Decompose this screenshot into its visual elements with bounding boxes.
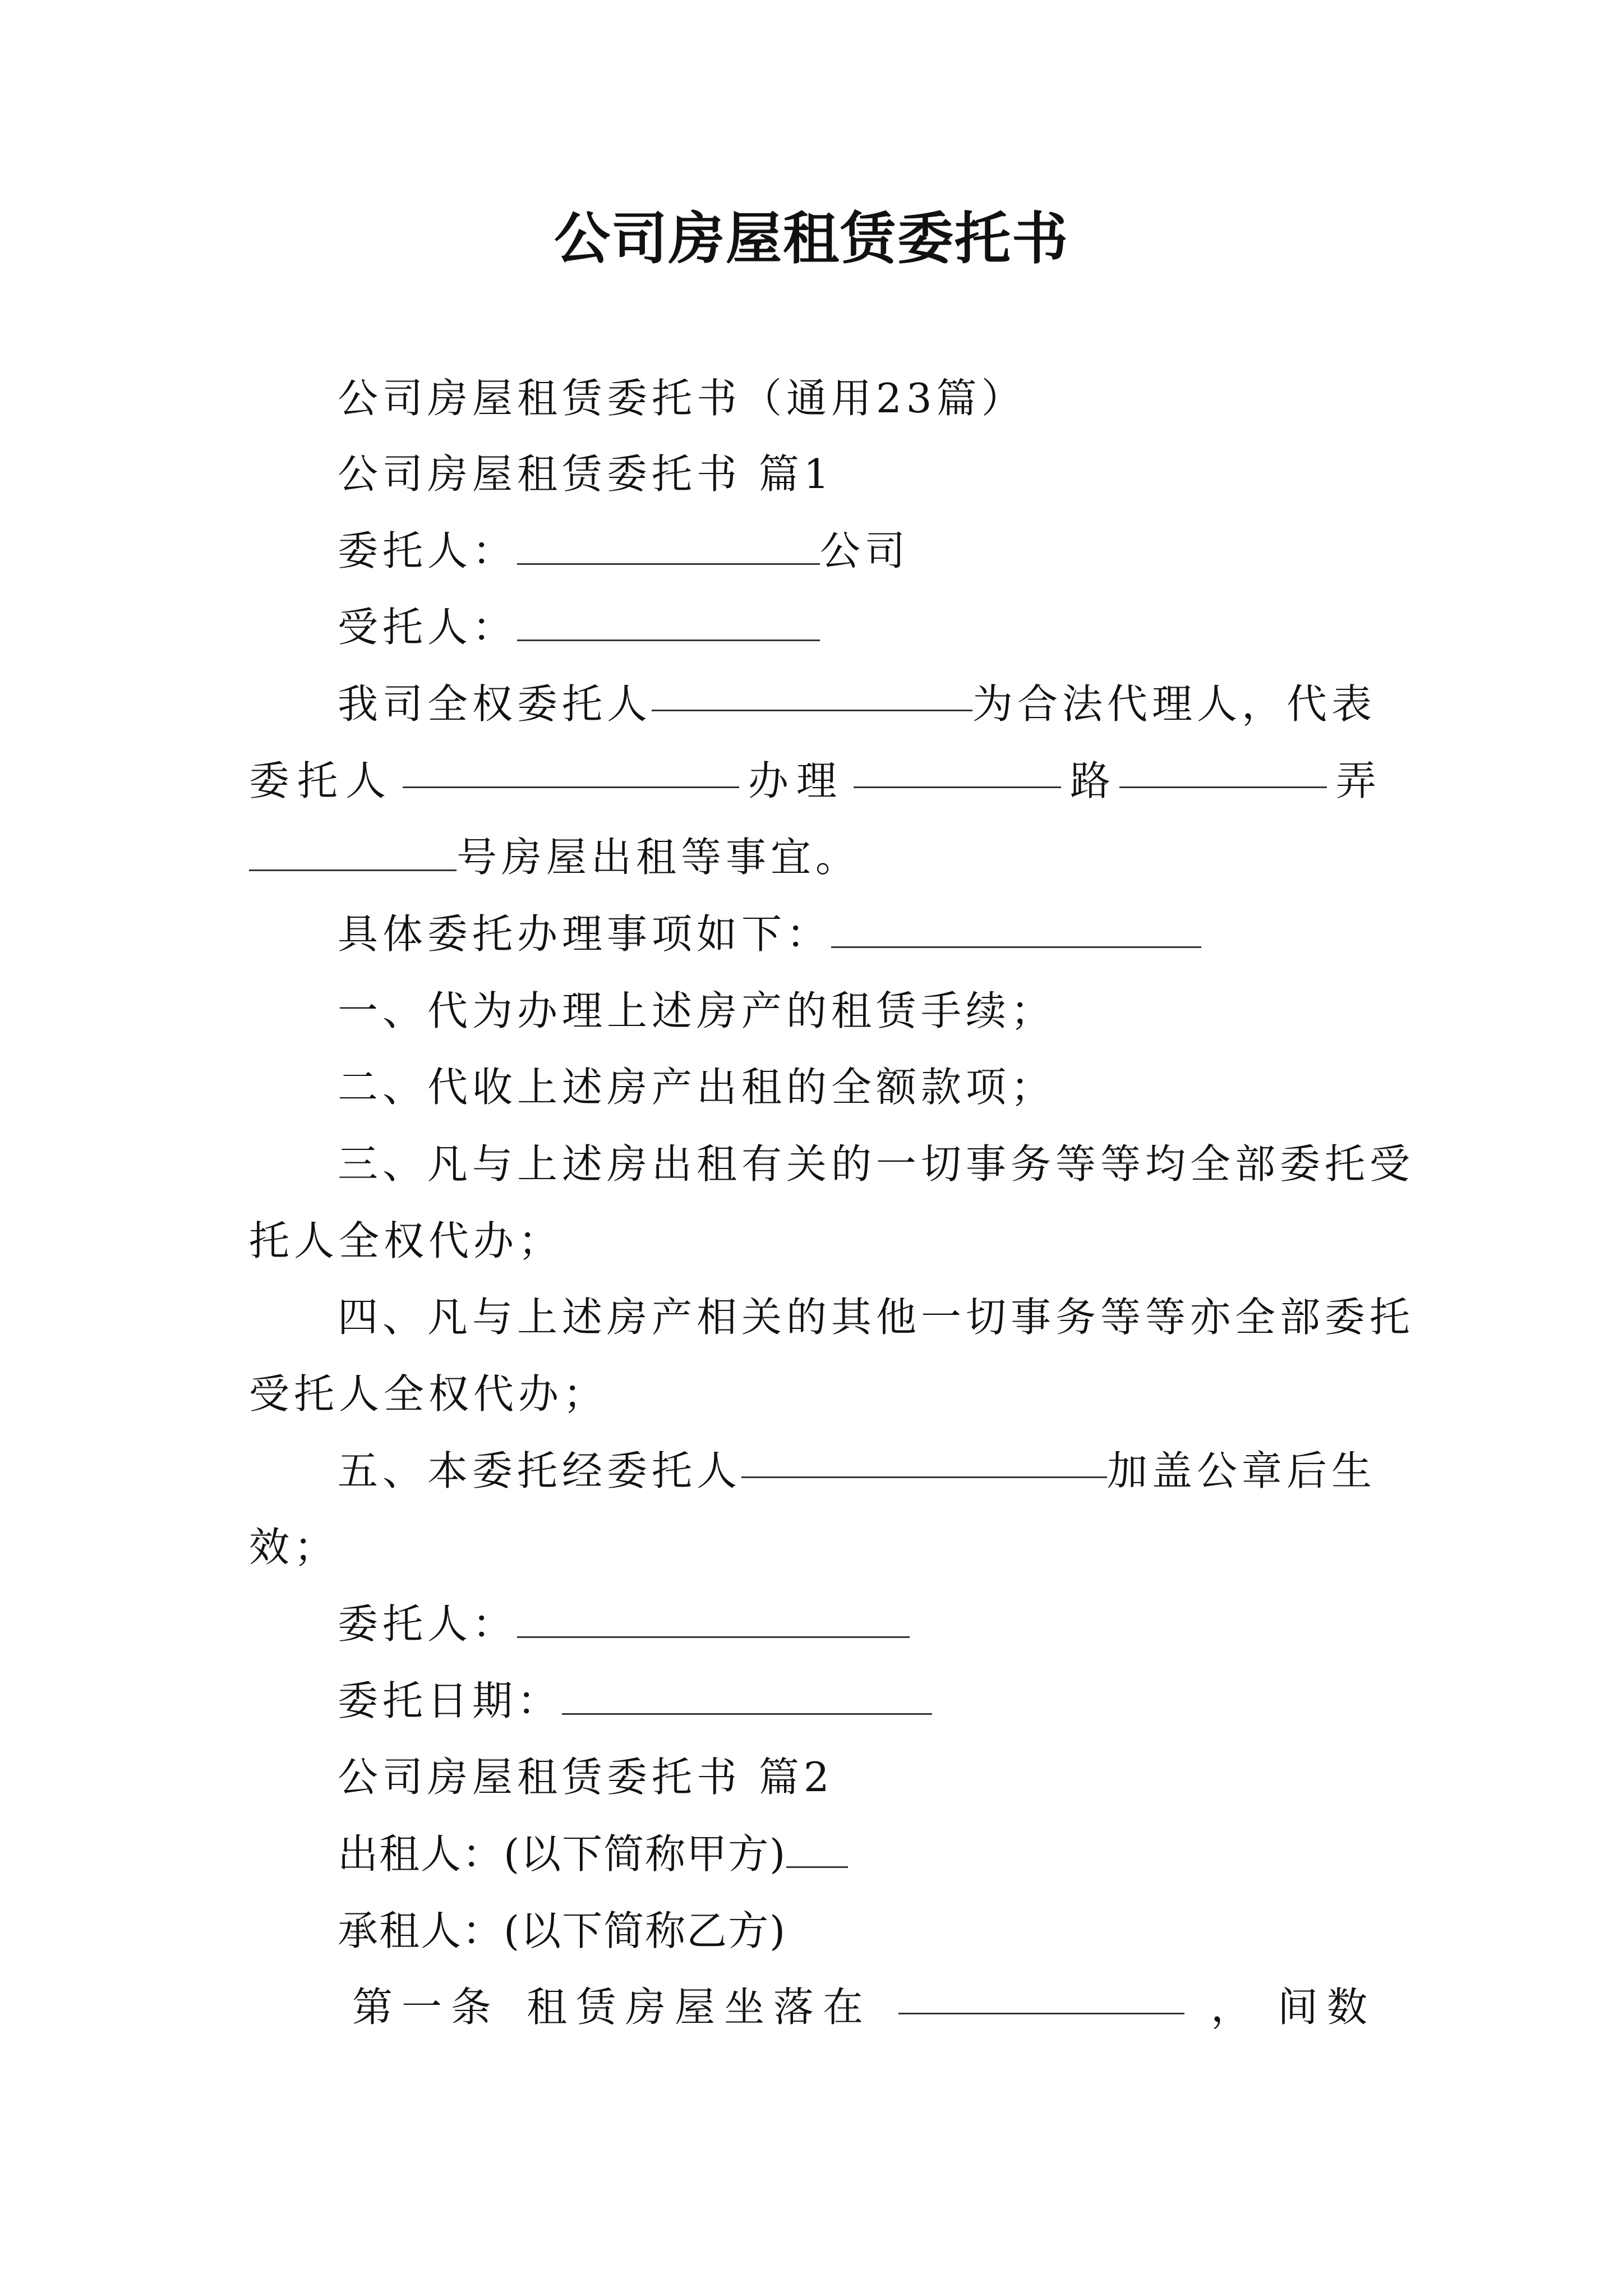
p1-text-e: 路 (1069, 757, 1110, 804)
piece1-heading: 公司房屋租赁委托书 篇1 (338, 450, 834, 498)
lessor-line (338, 1826, 848, 1882)
item-5-text-a: 五、本委托经委托人 (338, 1447, 742, 1494)
date-line (338, 1673, 932, 1729)
agent-label: 受托人： (338, 604, 518, 651)
article-1-blank (898, 1979, 1184, 2014)
article-1-text: 租赁房屋坐落在 (527, 1984, 873, 2031)
p1-text-d: 办理 (748, 757, 845, 804)
item-3-line1: 三、凡与上述房出租有关的一切事务等等均全部委托受 (338, 1140, 1415, 1188)
items-intro: 具体委托办理事项如下： (338, 910, 832, 958)
paragraph1-line3 (249, 829, 860, 885)
paragraph1-line1 (338, 676, 1376, 732)
piece2-heading: 公司房屋租赁委托书 篇2 (338, 1754, 834, 1801)
lessee-line: 承租人：(以下简称乙方) (338, 1907, 787, 1954)
article-1-number: 第一条 (352, 1984, 501, 2031)
p1-blank-4 (1119, 753, 1327, 788)
item-4-line2: 受托人全权代办； (249, 1370, 608, 1418)
p1-text-b: 为合法代理人，代表 (972, 680, 1376, 728)
article-1-rooms: 间数 (1277, 1984, 1376, 2031)
document-title: 公司房屋租赁委托书 (554, 205, 1069, 272)
sign-blank (517, 1603, 910, 1638)
article-1-line1 (352, 1979, 1376, 2035)
p1-text-a: 我司全权委托人 (338, 680, 652, 728)
agent-line (338, 599, 820, 655)
item-2: 二、代收上述房产出租的全额款项； (338, 1064, 1056, 1111)
p1-blank-2 (403, 753, 739, 788)
p1-blank-3 (854, 753, 1061, 788)
p1-text-f: 弄 (1335, 757, 1376, 804)
principal-suffix: 公司 (820, 527, 910, 574)
sign-label: 委托人： (338, 1600, 518, 1648)
item-5-line2: 效； (249, 1524, 339, 1571)
p1-text-c: 委托人 (249, 757, 394, 804)
article-1-comma: ， (1210, 1984, 1251, 2031)
principal-blank (517, 530, 820, 565)
item-5-line1 (338, 1443, 1376, 1499)
document-subtitle: 公司房屋租赁委托书（通用23篇） (338, 375, 1026, 422)
item-5-text-b: 加盖公章后生 (1106, 1447, 1376, 1494)
item-5-blank (741, 1443, 1107, 1478)
agent-blank (517, 606, 820, 641)
principal-label: 委托人： (338, 527, 518, 574)
p1-text-g: 号房屋出租等事宜。 (457, 834, 861, 881)
p1-blank-5 (249, 836, 457, 871)
item-4-line1: 四、凡与上述房产相关的其他一切事务等等亦全部委托 (338, 1294, 1415, 1341)
sign-line (338, 1596, 910, 1652)
date-blank (562, 1680, 932, 1715)
lessor-label: 出租人：(以下简称甲方) (338, 1830, 787, 1878)
paragraph1-line2 (249, 753, 1376, 809)
lessor-blank (786, 1833, 848, 1868)
items-intro-blank (831, 913, 1201, 948)
principal-line (338, 523, 910, 579)
item-3-line2: 托人全权代办； (249, 1217, 564, 1264)
items-intro-line (338, 906, 1201, 962)
p1-blank-1 (652, 676, 972, 711)
date-label: 委托日期： (338, 1677, 562, 1724)
item-1: 一、代为办理上述房产的租赁手续； (338, 987, 1056, 1034)
